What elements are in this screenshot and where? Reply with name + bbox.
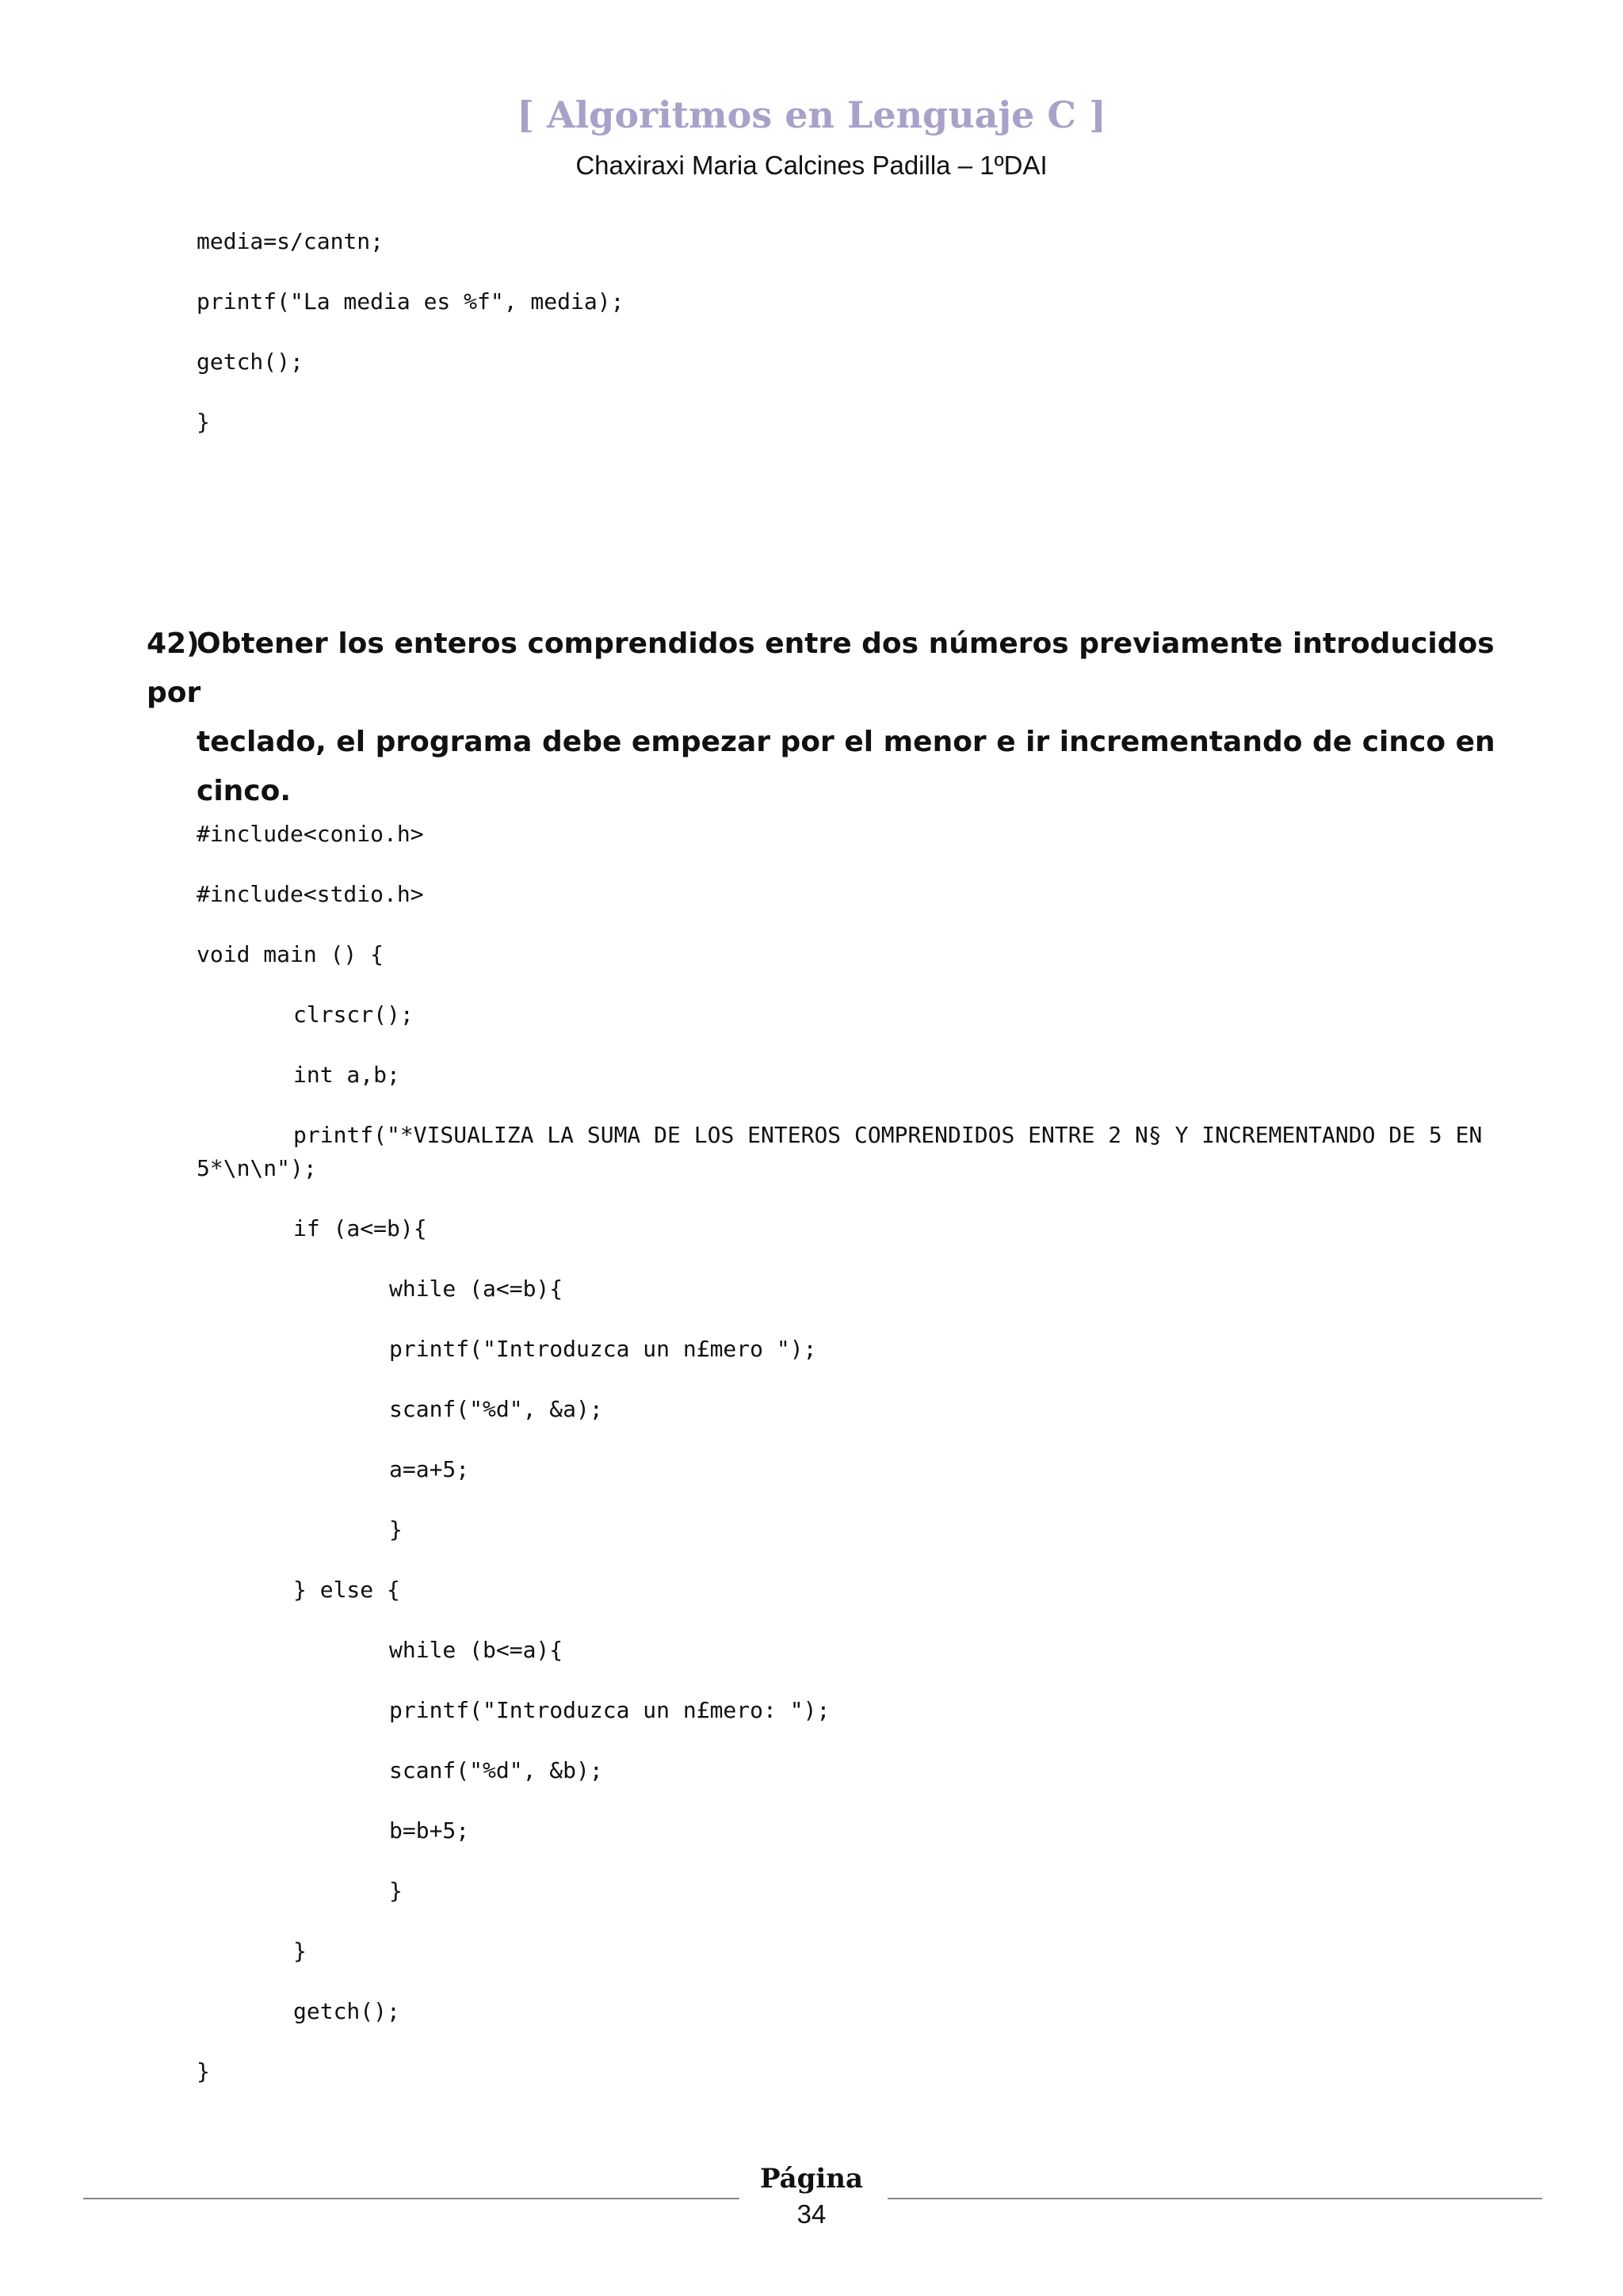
- code-line: scanf("%d", &a);: [389, 1396, 603, 1422]
- code-line: void main () {: [197, 941, 384, 967]
- code-line: b=b+5;: [389, 1817, 470, 1844]
- code-line: printf("Introduzca un n£mero ");: [389, 1336, 817, 1362]
- exercise-number: 42): [147, 627, 200, 660]
- exercise-text-line1: Obtener los enteros comprendidos entre dos números previamente introducidos por: [147, 627, 1495, 709]
- code-line: getch();: [197, 349, 304, 375]
- code-line: }: [389, 1516, 403, 1543]
- code-line: int a,b;: [293, 1062, 400, 1088]
- code-line: printf("La media es %f", media);: [197, 288, 624, 315]
- code-line: a=a+5;: [389, 1456, 470, 1482]
- exercise-text-line2: teclado, el programa debe empezar por el menor e ir incrementando de cinco en cinco.: [197, 726, 1495, 807]
- code-line: } else {: [293, 1577, 400, 1603]
- code-line: clrscr();: [293, 1001, 414, 1028]
- code-line: while (a<=b){: [389, 1276, 563, 1302]
- exercise-heading: [147, 620, 1510, 816]
- code-line: if (a<=b){: [293, 1215, 427, 1241]
- footer-page-number: 34: [796, 2199, 827, 2229]
- code-line: media=s/cantn;: [197, 228, 384, 254]
- document-author: Chaxiraxi Maria Calcines Padilla – 1ºDAI: [575, 151, 1048, 180]
- code-line: printf("*VISUALIZA LA SUMA DE LOS ENTEROS COMPRENDIDOS ENTRE 2 N§ Y INCREMENTANDO DE 5 EN: [293, 1122, 1483, 1148]
- code-line: #include<stdio.h>: [197, 881, 424, 907]
- code-line: while (b<=a){: [389, 1637, 563, 1663]
- code-line: }: [293, 1938, 307, 1964]
- code-line: }: [197, 2058, 210, 2084]
- code-line: printf("Introduzca un n£mero: ");: [389, 1697, 831, 1723]
- code-line: getch();: [293, 1998, 400, 2024]
- code-line: }: [389, 1878, 403, 1904]
- document-title: [ Algoritmos en Lenguaje C ]: [517, 93, 1106, 136]
- code-line: }: [197, 409, 210, 435]
- code-line: 5*\n\n");: [197, 1155, 317, 1181]
- footer-page-label: Página: [759, 2163, 864, 2195]
- code-line: #include<conio.h>: [197, 821, 424, 847]
- code-line: scanf("%d", &b);: [389, 1757, 603, 1783]
